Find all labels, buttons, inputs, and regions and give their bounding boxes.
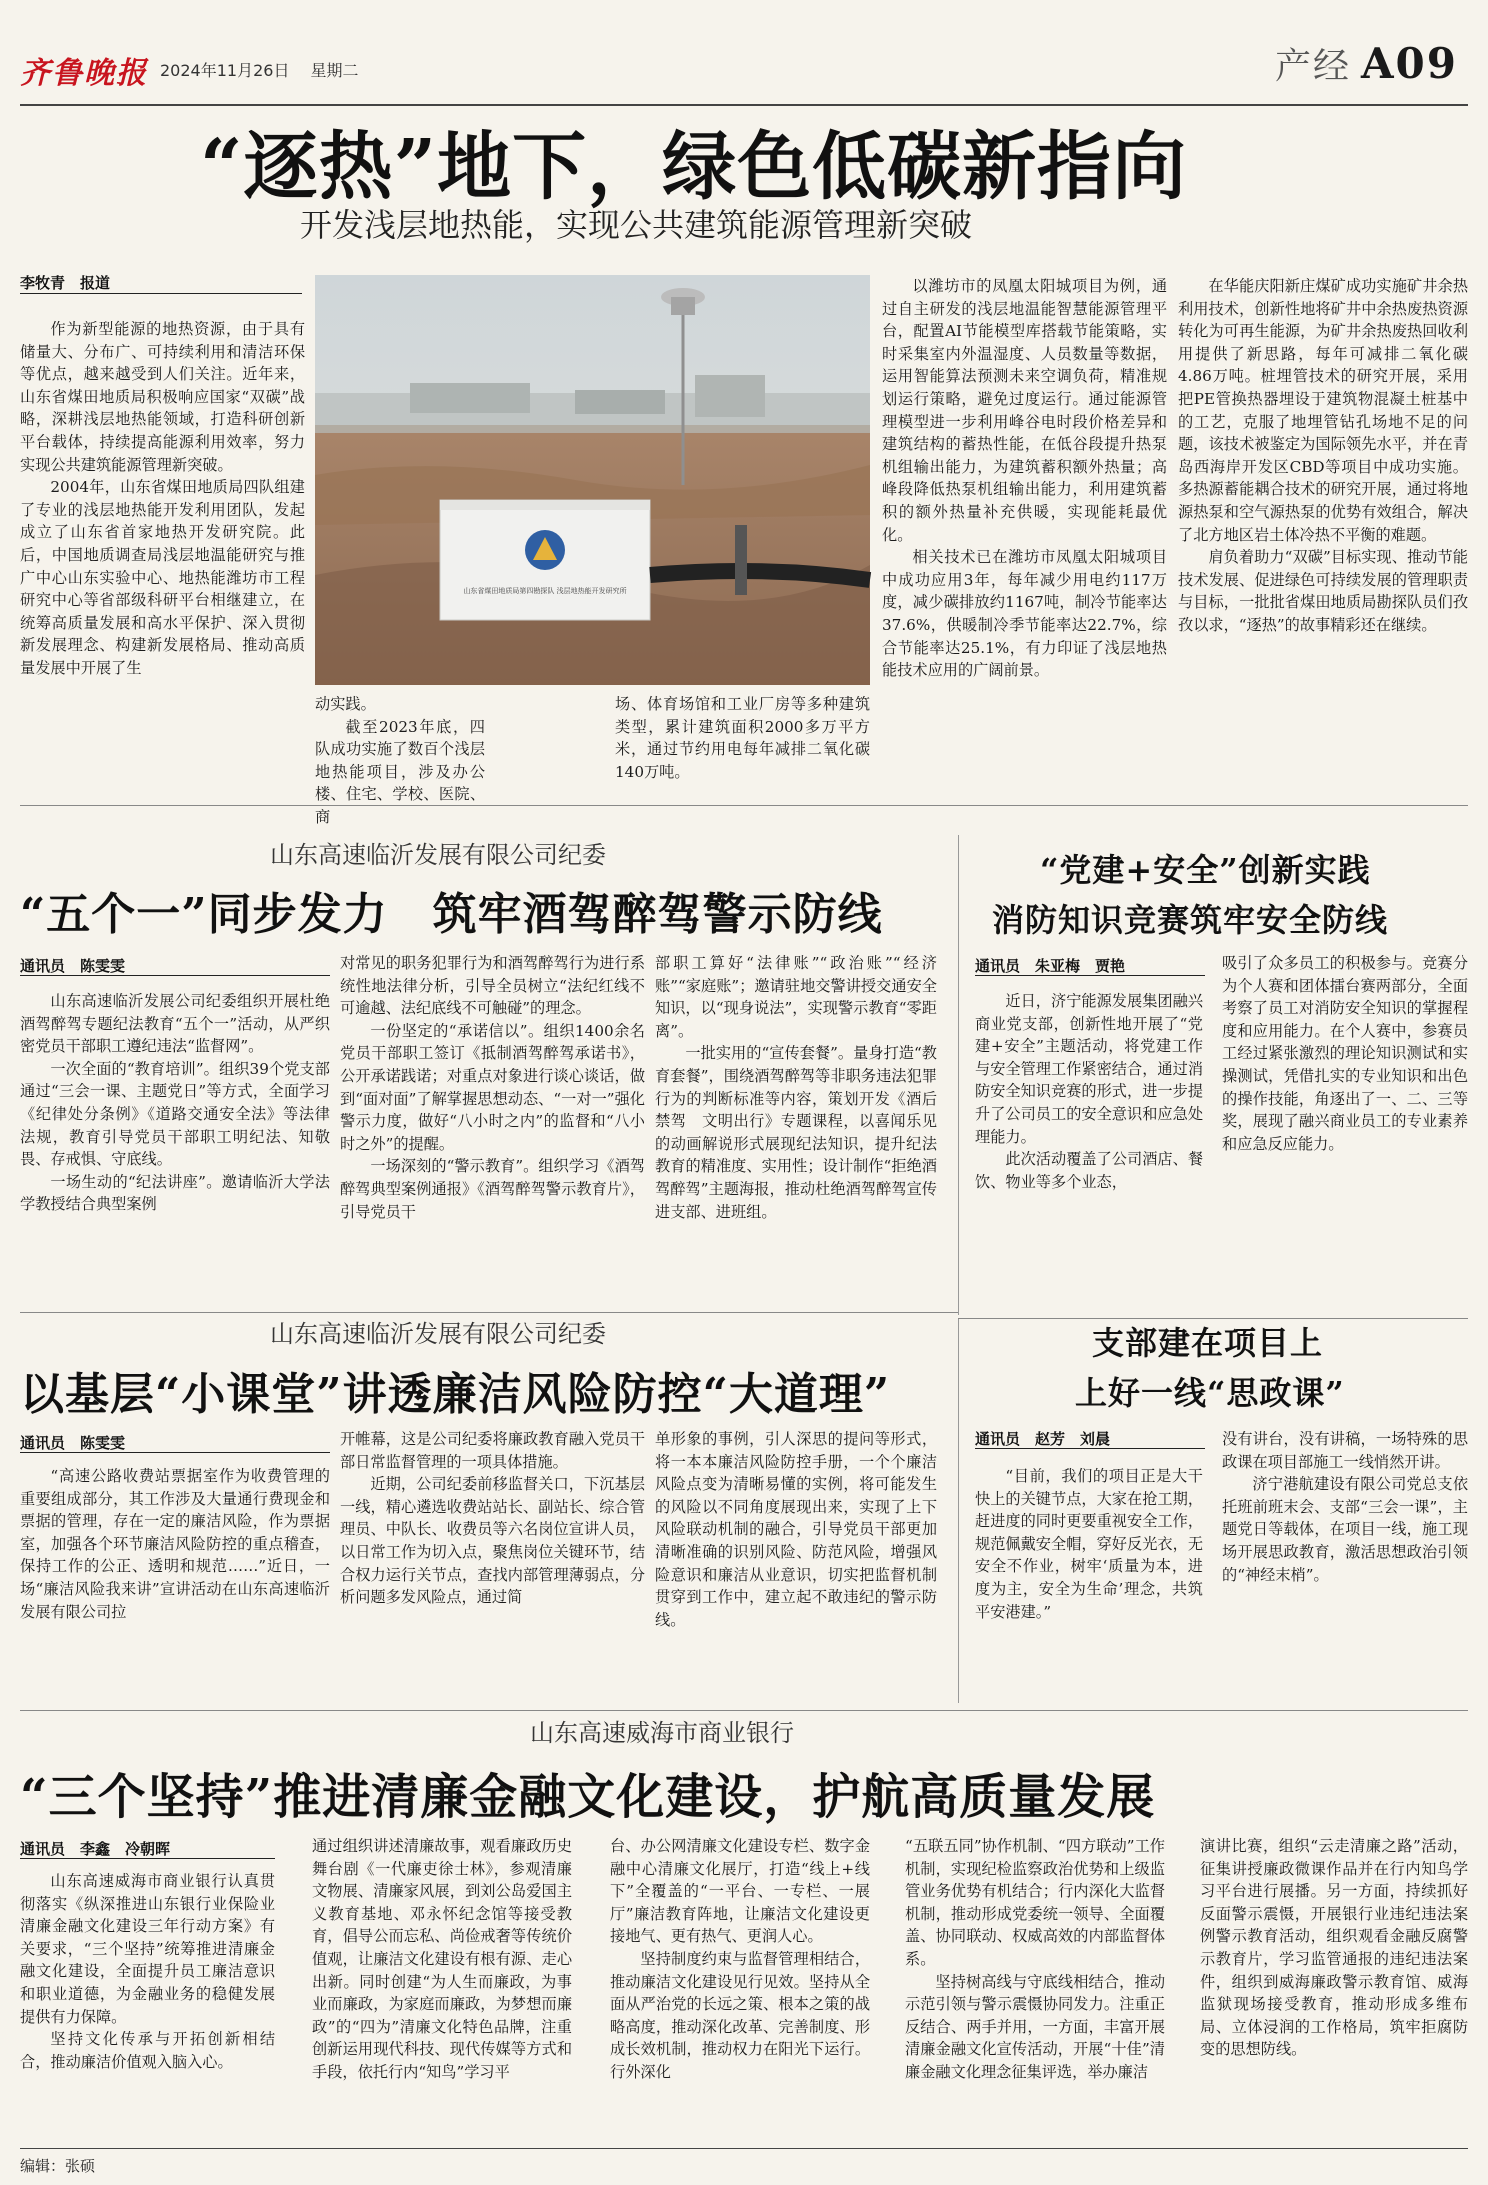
story6-column-5: 演讲比赛，组织“云走清廉之路”活动，征集讲授廉政微课作品并在行内知鸟学习平台进行展播。另一方面，持续抓好反面警示震慑，开展银行业违纪违法案例警示教育活动，组织观看金融反腐警示教育片，学习监管通报的违纪违法案件，组织到威海廉政警示教育馆、威海监狱现场接受教育，推动形成多维布局、立体浸润的工作格局，筑牢拒腐防变的思想防线。: [1200, 1837, 1468, 2059]
story2-column-3: 部职工算好“法律账”“政治账”“经济账”“家庭账”；邀请驻地交警讲授交通安全知识，以“现身说法”，实现警示教育“零距离”。 一批实用的“宣传套餐”。量身打造“教育套餐”，围绕酒驾醉驾等非职务违法犯罪行为的判断标准等内容，策划开发《酒后禁驾 文明出行》专题课程，以喜闻乐见的动画解说形式展现纪法知识，提升纪法教育的精准度、实用性；设计制作“拒绝酒驾醉驾”主题海报，推动杜绝酒驾醉驾宣传进支部、进班组。: [655, 954, 937, 1221]
story5-byline-rule: [975, 1448, 1205, 1449]
story4-byline-rule: [20, 1452, 330, 1453]
story4-kicker: 山东高速临沂发展有限公司纪委: [270, 1320, 606, 1348]
story5-column-1: “目前，我们的项目正是大干快上的关键节点，大家在抢工期，赶进度的同时更要重视安全工作，规范佩戴安全帽，穿好反光衣，无安全不作业，树牢‘质量为本，进度为主，安全为生命’理念，共筑平安港建。”: [975, 1467, 1203, 1621]
story3-column-1: 近日，济宁能源发展集团融兴商业党支部，创新性地开展了“党建+安全”主题活动，将党建工作与安全管理工作紧密结合，通过消防安全知识竞赛的形式，进一步提升了公司员工的安全意识和应急处理能力。 此次活动覆盖了公司酒店、餐饮、物业等多个业态，: [975, 992, 1203, 1191]
story4-headline: 以基层“小课堂”讲透廉洁风险防控“大道理”: [20, 1369, 891, 1420]
story2-kicker: 山东高速临沂发展有限公司纪委: [270, 841, 606, 869]
lead-column-3: 场、体育场馆和工业厂房等多种建筑类型，累计建筑面积2000多万平方米，通过节约用电每年减排二氧化碳140万吨。: [615, 695, 870, 781]
story3-headline-line1: “党建+安全”创新实践: [1040, 851, 1371, 889]
story3-headline-line2: 消防知识竞赛筑牢安全防线: [992, 901, 1389, 939]
story4-byline: 通讯员 陈雯雯: [20, 1434, 126, 1452]
story-column-divider-1: [958, 835, 959, 1315]
story6-column-3: 台、办公网清廉文化建设专栏、数字金融中心清廉文化展厅，打造“线上+线下”全覆盖的“一平台、一专栏、一展厅”廉洁教育阵地，让廉洁文化建设更接地气、更有热气、更润人心。 坚持制度约束与监督管理相结合，推动廉洁文化建设见行见效。坚持从全面从严治党的长远之策、根本之策的战略高度，推动深化改革、完善制度、形成长效机制，推动权力在阳光下运行。行外深化: [610, 1837, 870, 2081]
editor-credit: 编辑：张硕: [20, 2157, 96, 2175]
story4-column-3: 单形象的事例，引人深思的提问等形式，将一本本廉洁风险防控手册，一个个廉洁风险点变为清晰易懂的实例，将可能发生的风险以不同角度展现出来，实现了上下风险联动机制的融合，引导党员干部更加清晰准确的识别风险、防范风险，增强风险意识和廉洁从业意识，切实把监督机制贯穿到工作中，建立起不敢违纪的警示防线。: [655, 1430, 937, 1629]
lead-subheadline: 开发浅层地热能，实现公共建筑能源管理新突破: [300, 206, 973, 244]
story5-headline-line1: 支部建在项目上: [1092, 1324, 1324, 1362]
lead-byline-rule: [20, 293, 302, 294]
masthead-meta: [160, 58, 375, 81]
story2-headline: “五个一”同步发力 筑牢酒驾醉驾警示防线: [20, 889, 883, 940]
story2-byline: 通讯员 陈雯雯: [20, 957, 126, 975]
story2-column-1: 山东高速临沂发展公司纪委组织开展杜绝酒驾醉驾专题纪法教育“五个一”活动，从严织密党员干部职工遵纪违法“监督网”。 一次全面的“教育培训”。组织39个党支部通过“三会一课、主题党日”等方式，全面学习《纪律处分条例》《道路交通安全法》等法律法规，教育引导党员干部职工明纪法、知敬畏、存戒惧、守底线。 一场生动的“纪法讲座”。邀请临沂大学法学教授结合典型案例: [20, 992, 330, 1214]
story2-byline-rule: [20, 975, 330, 976]
footer-rule: [20, 2148, 1468, 2149]
story3-column-2: 吸引了众多员工的积极参与。竞赛分为个人赛和团体擂台赛两部分，全面考察了员工对消防安全知识的掌握程度和应用能力。在个人赛中，参赛员工经过紧张激烈的理论知识测试和实操测试，凭借扎实的专业知识和出色的操作技能，角逐出了一、二、三等奖，展现了融兴商业员工的专业素养和应急反应能力。: [1222, 954, 1468, 1153]
issue-date: 2024年11月26日: [160, 61, 290, 80]
section-name: 产经: [1274, 46, 1351, 87]
lead-byline: 李牧青 报道: [20, 274, 111, 292]
story3-byline: 通讯员 朱亚梅 贾艳: [975, 957, 1126, 975]
equipment-label: 山东省煤田地质局第四勘探队 浅层地热能开发研究所: [463, 587, 627, 595]
story6-kicker: 山东高速威海市商业银行: [530, 1719, 794, 1747]
masthead-logo: 齐鲁晚报: [20, 56, 148, 91]
lead-photo: [315, 275, 870, 685]
story6-byline-rule: [20, 1858, 275, 1859]
story6-column-1: 山东高速威海市商业银行认真贯彻落实《纵深推进山东银行业保险业清廉金融文化建设三年行动方案》有关要求，“三个坚持”统筹推进清廉金融文化建设，全面提升员工廉洁意识和职业道德，为金融业务的稳健发展提供有力保障。 坚持文化传承与开拓创新相结合，推动廉洁价值观入脑入心。: [20, 1872, 275, 2071]
lead-column-1: 作为新型能源的地热资源，由于具有储量大、分布广、可持续利用和清洁环保等优点，越来越受到人们关注。近年来，山东省煤田地质局积极响应国家“双碳”战略，深耕浅层地热能领域，打造科研创新平台载体，持续提高能源利用效率，努力实现公共建筑能源管理新突破。 2004年，山东省煤田地质局四队组建了专业的浅层地热能开发利用团队，发起成立了山东省首家地热开发研究院。此后，中国地质调查局浅层地温能研究与推广中心山东实验中心、地热能潍坊市工程研究中心等省部级科研平台相继建立，在统筹高质量发展和高水平保护、深入贯彻新发展理念、构建新发展格局、推动高质量发展中开展了生: [20, 320, 305, 677]
lead-column-4: 以潍坊市的凤凰太阳城项目为例，通过自主研发的浅层地温能智慧能源管理平台，配置AI节能模型库搭载节能策略，实时采集室内外温湿度、人员数量等数据，运用智能算法预测未来空调负荷，精准规划运行策略，避免过度运行。通过能源管理模型进一步利用峰谷电时段价格差异和建筑结构的蓄热性能，在低谷段提升热泵机组输出能力，为建筑蓄积额外热量；高峰段降低热泵机组输出能力，利用建筑蓄积的额外热量补充供暖，实现能耗最优化。 相关技术已在潍坊市凤凰太阳城项目中成功应用3年，每年减少用电约117万度，减少碳排放约1167吨，制冷节能率达37.6%，供暖制冷季节能率达22.7%，综合节能率达25.1%，有力印证了浅层地热能技术应用的广阔前景。: [882, 277, 1167, 680]
story5-column-2: 没有讲台，没有讲稿，一场特殊的思政课在项目部施工一线悄然开讲。 济宁港航建设有限公司党总支依托班前班末会、支部“三会一课”，主题党日等载体，在项目一线，施工现场开展思政教育，激活思想政治引领的“神经末梢”。: [1222, 1430, 1468, 1584]
story4-column-2: 开帷幕，这是公司纪委将廉政教育融入党员干部日常监督管理的一项具体措施。 近期，公司纪委前移监督关口，下沉基层一线，精心遴选收费站站长、副站长、综合管理员、中队长、收费员等六名岗位宣讲人员，以日常工作为切入点，聚焦岗位关键环节，结合权力运行关节点，查找内部管理薄弱点，分析问题多发风险点，通过简: [340, 1430, 645, 1607]
issue-weekday: 星期二: [310, 61, 359, 80]
lead-headline: “逐热”地下，绿色低碳新指向: [200, 124, 1188, 210]
page-number: A09: [1360, 39, 1458, 88]
story3-byline-rule: [975, 975, 1205, 976]
story6-byline: 通讯员 李鑫 冷朝晖: [20, 1840, 171, 1858]
story6-column-4: “五联五同”协作机制、“四方联动”工作机制，实现纪检监察政治优势和上级监管业务优势有机结合；行内深化大监督机制，推动形成党委统一领导、全面覆盖、协同联动、权威高效的内部监督体系。 坚持树高线与守底线相结合，推动示范引领与警示震慑协同发力。注重正反结合、两手并用，一方面，丰富开展清廉金融文化宣传活动，开展“十佳”清廉金融文化理念征集评选，举办廉洁: [905, 1837, 1165, 2081]
story2-column-2: 对常见的职务犯罪行为和酒驾醉驾行为进行系统性地法律分析，引导全员树立“法纪红线不可逾越、法纪底线不可触碰”的理念。 一份坚定的“承诺信以”。组织1400余名党员干部职工签订《抵制酒驾醉驾承诺书》，公开承诺践诺；对重点对象进行谈心谈话，做到“面对面”了解掌握思想动态、“一对一”强化警示力度，做好“八小时之内”的监督和“八小时之外”的提醒。 一场深刻的“警示教育”。组织学习《酒驾醉驾典型案例通报》《酒驾醉驾警示教育片》，引导党员干: [340, 954, 645, 1221]
lead-column-5: 在华能庆阳新庄煤矿成功实施矿井余热利用技术，创新性地将矿井中余热废热资源转化为可再生能源，为矿井余热废热回收利用提供了新思路，每年可减排二氧化碳4.86万吨。桩埋管技术的研究开展，采用把PE管换热器埋设于建筑物混凝土桩基中的工艺，克服了地埋管钻孔场地不足的问题，该技术被鉴定为国际领先水平，并在青岛西海岸开发区CBD等项目中成功实施。多热源蓄能耦合技术的研究开展，通过将地源热泵和空气源热泵的优势有效组合，解决了北方地区岩土体冷热不平衡的难题。 肩负着助力“双碳”目标实现、推动节能技术发展、促进绿色可持续发展的管理职责与目标，一批批省煤田地质局勘探队员们孜孜以求，“逐热”的故事精彩还在继续。: [1178, 277, 1468, 634]
story5-byline: 通讯员 赵芳 刘晨: [975, 1430, 1111, 1448]
section-divider-2: [20, 1312, 958, 1313]
section-divider-4: [20, 1710, 1468, 1711]
section-divider-1: [20, 805, 1468, 806]
section-label: [1275, 38, 1458, 89]
construction-site-photo: [315, 275, 870, 685]
masthead-rule: [20, 104, 1468, 106]
story5-headline-line2: 上好一线“思政课”: [1075, 1374, 1345, 1412]
story-column-divider-2: [958, 1318, 959, 1703]
story4-column-1: “高速公路收费站票据室作为收费管理的重要组成部分，其工作涉及大量通行费现金和票据的管理，存在一定的廉洁风险，作为票据室，加强各个环节廉洁风险防控的重点稽查，保持工作的公正、透明和规范……”近日，一场“廉洁风险我来讲”宣讲活动在山东高速临沂发展有限公司拉: [20, 1467, 330, 1621]
story6-headline: “三个坚持”推进清廉金融文化建设，护航高质量发展: [20, 1769, 1156, 1825]
story6-column-2: 通过组织讲述清廉故事，观看廉政历史舞台剧《一代廉吏徐士林》，参观清廉文物展、清廉家风展，到刘公岛爱国主义教育基地、邓永怀纪念馆等接受教育，倡导公而忘私、尚俭戒奢等传统价值观，让廉洁文化建设有根有源、走心出新。同时创建“为人生而廉政，为事业而廉政，为家庭而廉政，为梦想而廉政”的“四为”清廉文化特色品牌，注重创新运用现代科技、现代传媒等方式和手段，依托行内“知鸟”学习平: [312, 1837, 572, 2081]
lead-column-2: 动实践。 截至2023年底，四队成功实施了数百个浅层地热能项目，涉及办公楼、住宅、学校、医院、商: [315, 695, 485, 826]
